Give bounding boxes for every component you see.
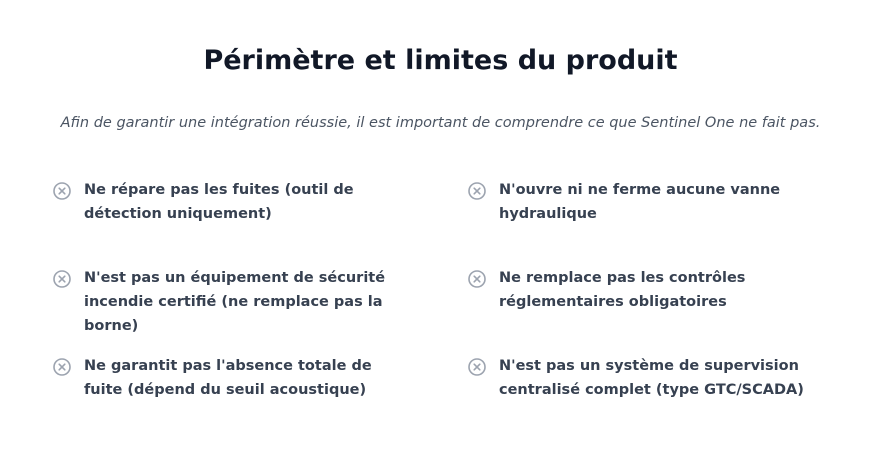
x-circle-icon [467,181,487,201]
x-circle-icon [52,269,72,289]
limit-item [52,178,467,226]
x-circle-icon [467,269,487,289]
limit-item [467,178,832,226]
limit-item-text: N'est pas un système de supervision centralisé complet (type GTC/SCADA) [499,358,804,398]
section-title: Périmètre et limites du produit [203,45,678,76]
x-circle-icon [52,357,72,377]
limit-item [467,266,832,314]
limit-item-text: N'est pas un équipement de sécurité incendie certifié (ne remplace pas la borne) [84,270,386,334]
limit-item-text: Ne remplace pas les contrôles réglementaires obligatoires [499,270,746,310]
limit-item-text: Ne répare pas les fuites (outil de détection uniquement) [84,182,354,222]
limit-item-text: Ne garantit pas l'absence totale de fuite (dépend du seuil acoustique) [84,358,372,398]
limits-list [52,178,832,402]
limit-item [52,266,467,334]
x-circle-icon [52,181,72,201]
x-circle-icon [467,357,487,377]
limit-item-text: N'ouvre ni ne ferme aucune vanne hydraulique [499,182,781,222]
section-subtitle: Afin de garantir une intégration réussie, il est important de comprendre ce que Sentinel One ne fait pas. [60,115,821,131]
limit-item [52,354,467,402]
limit-item [467,354,832,402]
